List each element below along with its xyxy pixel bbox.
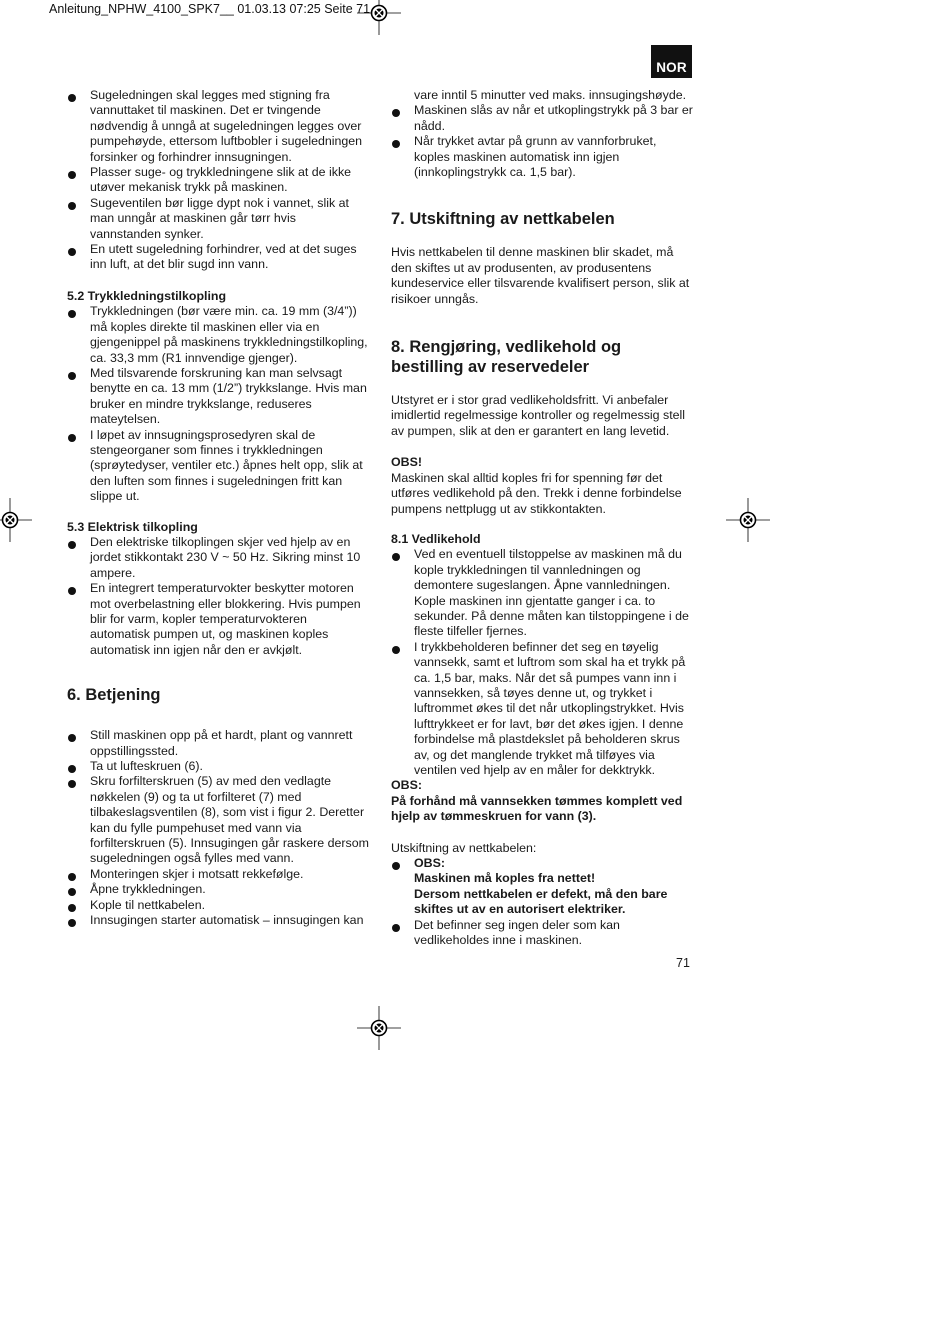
- section-heading-5-3: 5.3 Elektrisk tilkopling: [67, 519, 198, 534]
- obs-label: OBS:: [414, 856, 445, 871]
- section-heading-6: 6. Betjening: [67, 686, 161, 705]
- intro-list: [67, 88, 369, 273]
- list-item: [391, 856, 693, 918]
- list-item: Monteringen skjer i motsatt rekkefølge.: [67, 867, 369, 882]
- list-item: Ta ut lufteskruen (6).: [67, 759, 369, 774]
- list-item: Innsugingen starter automatisk – innsugingen kan: [67, 913, 369, 928]
- list-item: I trykkbeholderen befinner det seg en tøyelig vannsekk, samt et luftrom som skal ha et trykk på ca. 1,5 bar, maks. Når det så pumpes vann inn i vannsekken, så tøyes denne ut, og trykket i luftrommet økes til det når utkoplingstrykket. Hvis lufttrykkeet er for lavt, bør det økes igjen. I denne forbindelse må plastdekslet på beholderen skrus av, og det manglende trykket må tilføyes via ventilen ved hjelp av en måler for dekktrykk.: [391, 640, 693, 779]
- list-item: Det befinner seg ingen deler som kan vedlikeholdes inne i maskinen.: [391, 918, 693, 949]
- obs-text: På forhånd må vannsekken tømmes komplett ved hjelp av tømmeskruen for vann (3).: [391, 793, 683, 824]
- list-item: Kople til nettkabelen.: [67, 898, 369, 913]
- language-badge: NOR: [651, 45, 692, 78]
- list-item: Maskinen slås av når et utkoplingstrykk på 3 bar er nådd.: [391, 103, 693, 134]
- list-item: Plasser suge- og trykkledningene slik at de ikke utøver mekanisk trykk på maskinen.: [67, 165, 369, 196]
- list-item: Den elektriske tilkoplingen skjer ved hjelp av en jordet stikkontakt 230 V ~ 50 Hz. Sikring minst 10 ampere.: [67, 535, 369, 581]
- section-8-1-list: [391, 547, 693, 778]
- list-item: Still maskinen opp på et hardt, plant og vannrett oppstillingssted.: [67, 728, 369, 759]
- obs-label: OBS!: [391, 455, 422, 470]
- list-item: I løpet av innsugningsprosedyren skal de stengeorganer som finnes i trykkledningen (sprøytedyser, ventiler etc.) åpnes helt opp, slik at den luften som finnes i sugeledningen fritt kan slippe ut.: [67, 428, 369, 505]
- cable-heading: Utskiftning av nettkabelen:: [391, 840, 537, 855]
- list-item: Med tilsvarende forskruning kan man selvsagt benytte en ca. 13 mm (1/2”) trykkslange. Hvis man bruker en mindre trykkslange, reduseres mateytelsen.: [67, 366, 369, 428]
- section-heading-7: 7. Utskiftning av nettkabelen: [391, 210, 615, 229]
- registration-mark-icon: [0, 498, 32, 542]
- list-item: Sugeledningen skal legges med stigning fra vannuttaket til maskinen. Det er tvingende nødvendig å unngå at sugeledningen legges over pumpehøyde, ettersom luftbobler i sugeledningen forsinker og forhindrer innsugningen.: [67, 88, 369, 165]
- warning-text: Maskinen må koples fra nettet!: [414, 871, 596, 886]
- list-item: Trykkledningen (bør være min. ca. 19 mm (3/4”)) må koples direkte til maskinen eller via en gjengenippel på maskinens trykkledningstilkopling, ca. 33,3 mm (R1 innvendige gjenger).: [67, 304, 369, 366]
- list-item: vare inntil 5 minutter ved maks. innsugingshøyde.: [414, 88, 687, 102]
- warning-text: Dersom nettkabelen er defekt, må den bare skiftes ut av en autorisert elektriker.: [414, 886, 668, 917]
- list-item: Ved en eventuell tilstoppelse av maskinen må du kople trykkledningen til vannledningen og demontere sugeslangen. Åpne vannledningen. Kople maskinen inn gjentatte ganger i ca. to sekunder. På denne måten kan tilstoppingene i de fleste tilfeller fjernes.: [391, 547, 693, 639]
- section-7-text: Hvis nettkabelen til denne maskinen blir skadet, må den skiftes ut av produsenten, av produsentens kundeservice eller tilsvarende kvalifisert person, slik at risikoer unngås.: [391, 245, 690, 306]
- list-item: Åpne trykkledningen.: [67, 882, 369, 897]
- registration-mark-icon: [357, 0, 401, 35]
- right-column: [391, 88, 693, 948]
- list-item: Når trykket avtar på grunn av vannforbruket, koples maskinen automatisk inn igjen (innkoplingstrykk ca. 1,5 bar).: [391, 134, 693, 180]
- list-item: Sugeventilen bør ligge dypt nok i vannet, slik at man unngår at maskinen går tørr hvis vannstanden synker.: [67, 196, 369, 242]
- list-item: En utett sugeledning forhindrer, ved at det suges inn luft, at det blir sugd inn vann.: [67, 242, 369, 273]
- section-5-3-list: [67, 535, 369, 658]
- obs-text: Maskinen skal alltid koples fri for spenning før det utføres vedlikehold på den. Trekk i denne forbindelse pumpens nettplugg ut av stikkontakten.: [391, 470, 682, 516]
- left-column: [67, 88, 369, 929]
- section-8-text: Utstyret er i stor grad vedlikeholdsfritt. Vi anbefaler imidlertid regelmessige kontroller og regelmessig stell av pumpen, slik at den er garantert en lang levetid.: [391, 393, 686, 438]
- registration-mark-icon: [357, 1006, 401, 1050]
- section-heading-8: 8. Rengjøring, vedlikehold og bestilling av reservedeler: [391, 338, 622, 377]
- obs-label: OBS:: [391, 778, 422, 793]
- section-6-list: [67, 728, 369, 928]
- section-5-2-list: [67, 304, 369, 504]
- section-heading-8-1: 8.1 Vedlikehold: [391, 531, 481, 546]
- page-number: 71: [676, 956, 690, 970]
- print-header: Anleitung_NPHW_4100_SPK7__ 01.03.13 07:25 Seite 71: [49, 2, 371, 16]
- section-heading-5-2: 5.2 Trykkledningstilkopling: [67, 288, 227, 303]
- list-item: Skru forfilterskruen (5) av med den vedlagte nøkkelen (9) og ta ut forfilteret (7) med tilbakeslagsventilen (8), som vist i figur 2. Deretter kan du fylle pumpehuset med vann via forfilterskruen (5). Innsugingen går raskere dersom sugeledningen også fylles med vann.: [67, 774, 369, 866]
- cable-list: [391, 856, 693, 948]
- registration-mark-icon: [726, 498, 770, 542]
- list-item: En integrert temperaturvokter beskytter motoren mot overbelastning eller blokkering. Hvis pumpen blir for varm, kopler temperaturvokteren automatisk pumpen ut, og maskinen koples automatisk inn igjen når den er avkjølt.: [67, 581, 369, 658]
- continued-list: [391, 88, 693, 180]
